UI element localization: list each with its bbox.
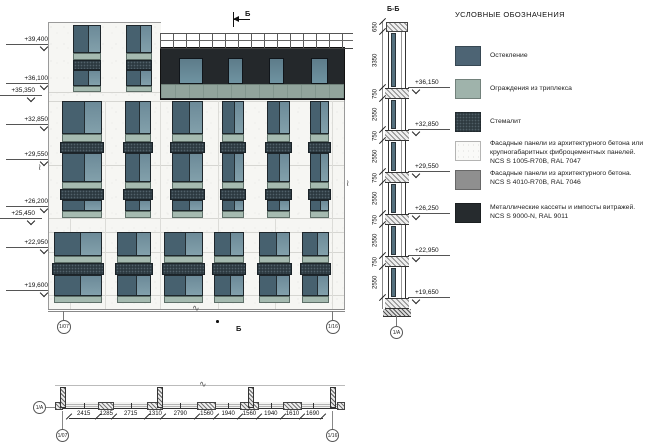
glazing-panel <box>303 233 318 255</box>
section-glazing <box>391 100 396 129</box>
triplex-strip <box>62 211 102 218</box>
triplex-strip <box>267 134 290 142</box>
axis-label: 1/07 <box>59 324 69 330</box>
break-mark: ∿ <box>192 303 200 313</box>
window-pane <box>190 201 202 210</box>
window-module <box>222 101 244 134</box>
window-pane <box>85 102 101 133</box>
glazing-panel <box>127 71 141 85</box>
window-pane <box>85 154 101 181</box>
dimension-value: 1560 <box>242 410 257 417</box>
window-module <box>310 153 329 182</box>
glazing-panel <box>74 71 89 85</box>
section-cut-label: Б <box>245 9 251 18</box>
glazing-panel <box>223 102 235 133</box>
section-dimension: 750 <box>372 214 379 225</box>
floor-slab <box>385 256 409 267</box>
window-module <box>117 232 151 256</box>
stemalit-spandrel <box>123 142 153 153</box>
penthouse-triplex-strip <box>161 84 344 98</box>
window-module <box>214 275 244 296</box>
stemalit-spandrel <box>123 189 153 200</box>
level-mark <box>408 121 450 130</box>
axis-bubble <box>57 320 71 334</box>
section-dimension: 750 <box>372 256 379 267</box>
triplex-strip <box>222 134 244 142</box>
triplex-strip <box>214 256 244 263</box>
stemalit-spandrel <box>220 189 246 200</box>
plan-column <box>157 387 163 408</box>
level-value: +22,950 <box>6 239 55 248</box>
window-module <box>164 275 203 296</box>
glazing-panel <box>126 201 140 210</box>
stemalit-spandrel <box>115 263 153 275</box>
stemalit-spandrel <box>52 263 104 275</box>
axis-label: 1/07 <box>57 432 68 439</box>
triplex-strip <box>54 296 102 303</box>
window-module <box>172 101 203 134</box>
glazing-panel <box>268 154 280 181</box>
parapet-cap <box>386 22 408 32</box>
triplex-strip <box>172 211 203 218</box>
window-pane <box>231 276 243 295</box>
triplex-strip <box>172 182 203 189</box>
section-dimension: 2550 <box>372 149 379 164</box>
level-mark <box>408 79 450 88</box>
window-pane <box>190 154 202 181</box>
plan-strip <box>33 379 348 444</box>
glazing-panel <box>126 102 140 133</box>
stemalit-spandrel <box>265 189 292 200</box>
facade-edge <box>48 22 161 23</box>
plan-column <box>330 387 336 408</box>
window-module <box>125 200 151 211</box>
penthouse-window <box>179 58 203 84</box>
wall-pier <box>98 402 114 410</box>
dimension-value: 1690 <box>305 410 320 417</box>
plan-mullion <box>84 403 85 408</box>
stemalit-spandrel <box>126 60 152 70</box>
level-value: +29,550 <box>6 151 55 160</box>
glazing-panel <box>118 276 137 295</box>
section-glazing <box>391 268 396 297</box>
window-pane <box>321 154 328 181</box>
triplex-strip <box>125 211 151 218</box>
triplex-strip <box>267 211 290 218</box>
legend-item <box>455 46 647 70</box>
window-module <box>310 101 329 134</box>
triplex-strip <box>222 211 244 218</box>
window-pane <box>81 233 101 255</box>
window-module <box>172 153 203 182</box>
wall-pier <box>337 402 345 410</box>
panel-joint <box>48 218 345 219</box>
level-mark <box>408 163 450 172</box>
window-module <box>73 25 101 53</box>
section-dimension: 3350 <box>372 53 379 67</box>
panel-joint <box>105 101 106 309</box>
stemalit-spandrel <box>170 189 205 200</box>
section-dimension: 650 <box>372 21 379 32</box>
glazing-panel <box>126 154 140 181</box>
window-pane <box>318 276 328 295</box>
window-module <box>222 153 244 182</box>
window-module <box>222 200 244 211</box>
panel-joint <box>332 101 333 309</box>
stemalit-spandrel <box>308 142 331 153</box>
plan-column <box>60 387 66 408</box>
window-module <box>267 153 290 182</box>
window-module <box>54 275 102 296</box>
plan-mullion <box>271 403 272 408</box>
level-value: +26,200 <box>6 198 55 207</box>
section-glazing <box>391 226 396 255</box>
window-module <box>259 275 290 296</box>
level-value: +22,950 <box>408 247 450 256</box>
dimension-value: 1940 <box>221 410 235 417</box>
glazing-panel <box>215 233 231 255</box>
legend-swatch-metal <box>455 203 481 223</box>
window-pane <box>190 102 202 133</box>
axis-label: 1/16 <box>328 324 338 330</box>
section-dimension: 750 <box>372 88 379 99</box>
break-mark: ≀ <box>346 178 350 188</box>
facade-edge <box>48 22 49 310</box>
window-module <box>267 200 290 211</box>
axis-bubble <box>390 326 403 339</box>
glazing-panel <box>127 26 141 52</box>
level-value: +19,650 <box>408 289 450 298</box>
legend-item <box>455 141 647 171</box>
glazing-panel <box>63 154 85 181</box>
window-pane <box>277 233 289 255</box>
glazing-panel <box>260 233 277 255</box>
window-module <box>62 153 102 182</box>
floor-slab <box>385 130 409 141</box>
dimension-value: 2715 <box>124 410 138 417</box>
level-mark <box>408 289 450 298</box>
window-pane <box>141 71 151 85</box>
stemalit-spandrel <box>162 263 205 275</box>
triplex-strip <box>117 256 151 263</box>
dimension-value: 1285 <box>99 410 113 417</box>
axis-label: 1/16 <box>327 432 338 439</box>
stemalit-spandrel <box>73 60 101 70</box>
triplex-strip <box>222 182 244 189</box>
section-title: Б-Б <box>387 6 400 13</box>
stemalit-spandrel <box>300 263 331 275</box>
axis-label: 1/А <box>35 404 44 411</box>
window-pane <box>89 26 100 52</box>
axis-leader <box>63 311 64 320</box>
window-pane <box>186 233 202 255</box>
legend-title: УСЛОВНЫЕ ОБОЗНАЧЕНИЯ <box>455 10 565 19</box>
glazing-panel <box>268 102 280 133</box>
triplex-strip <box>172 134 203 142</box>
level-value: +36,150 <box>408 79 450 88</box>
glazing-panel <box>165 276 186 295</box>
window-pane <box>186 276 202 295</box>
legend-item-label: Фасадные панели из архитектурного бетона или крупногабаритных фиброцементных панелей. NCS S 1005-R70B, RAL 7047 <box>490 140 644 165</box>
level-value: +25,450 <box>0 210 42 219</box>
section-dimension: 2550 <box>372 191 379 206</box>
penthouse-block <box>160 47 345 100</box>
legend-item-label: Металлические кассеты и импосты витражей. NCS S 9000-N, RAL 9011 <box>490 204 636 220</box>
window-pane <box>321 102 328 133</box>
window-pane <box>137 233 150 255</box>
legend-swatch-stemalit <box>455 112 481 132</box>
window-module <box>54 232 102 256</box>
window-module <box>125 153 151 182</box>
floor-slab <box>385 214 409 225</box>
wall-pier <box>197 402 216 410</box>
window-module <box>73 70 101 86</box>
axis-leader <box>62 411 63 429</box>
axis-bubble <box>326 320 340 334</box>
triplex-strip <box>126 86 152 92</box>
section-glazing <box>391 142 396 171</box>
level-mark <box>408 205 450 214</box>
level-value: +35,350 <box>0 87 42 96</box>
axis-leader <box>332 411 333 429</box>
level-value: +39,400 <box>6 36 55 45</box>
legend-item-label: Ограждения из триплекса <box>490 85 572 92</box>
window-module <box>172 200 203 211</box>
triplex-strip <box>310 182 329 189</box>
window-module <box>164 232 203 256</box>
triplex-strip <box>73 86 101 92</box>
window-pane <box>235 201 243 210</box>
axis-leader <box>46 407 55 408</box>
section-cut-arrow-icon <box>233 16 239 22</box>
triplex-strip <box>62 182 102 189</box>
facade-edge <box>344 100 345 310</box>
triplex-strip <box>302 256 329 263</box>
window-pane <box>318 233 328 255</box>
triplex-strip <box>125 134 151 142</box>
stemalit-spandrel <box>60 189 104 200</box>
window-module <box>125 101 151 134</box>
triplex-strip <box>259 256 290 263</box>
dimension-value: 2790 <box>173 410 187 417</box>
glazing-panel <box>55 276 81 295</box>
axis-label: 1/А <box>392 329 401 336</box>
triplex-strip <box>310 211 329 218</box>
level-mark <box>0 87 42 96</box>
dimension-value: 1560 <box>200 410 214 417</box>
legend-swatch-triplex <box>455 79 481 99</box>
triplex-strip <box>310 134 329 142</box>
floor-slab <box>385 88 409 99</box>
window-module <box>62 101 102 134</box>
roof-railing <box>160 33 353 49</box>
window-pane <box>137 276 150 295</box>
triplex-strip <box>302 296 329 303</box>
penthouse-window <box>228 58 243 84</box>
glazing-panel <box>223 201 235 210</box>
section-dimension: 750 <box>372 172 379 183</box>
glazing-panel <box>311 102 321 133</box>
triplex-strip <box>164 296 203 303</box>
axis-bubble <box>56 429 69 442</box>
legend <box>455 8 647 238</box>
legend-item-label: Стемалит <box>490 118 522 125</box>
glazing-panel <box>63 102 85 133</box>
penthouse-window <box>311 58 328 84</box>
section-glazing <box>391 184 396 213</box>
plan-mullion <box>228 403 229 408</box>
triplex-strip <box>214 296 244 303</box>
window-pane <box>85 201 101 210</box>
level-value: +19,600 <box>6 282 55 291</box>
window-module <box>302 275 329 296</box>
window-pane <box>141 26 151 52</box>
plan-column <box>248 387 254 408</box>
window-pane <box>81 276 101 295</box>
glazing-panel <box>55 233 81 255</box>
window-module <box>214 232 244 256</box>
triplex-strip <box>259 296 290 303</box>
glazing-panel <box>173 154 190 181</box>
window-module <box>302 232 329 256</box>
window-pane <box>280 154 289 181</box>
floor-slab <box>385 298 409 309</box>
section-cut-label: Б <box>236 324 242 333</box>
section-dimension: 2550 <box>372 275 379 290</box>
legend-item <box>455 79 647 103</box>
window-pane <box>321 201 328 210</box>
section-cut-dot <box>216 320 219 323</box>
window-pane <box>235 154 243 181</box>
legend-item-label: Фасадные панели из архитектурного бетона. NCS S 4010-R70B, RAL 7046 <box>490 170 632 186</box>
level-value: +36,100 <box>6 75 55 84</box>
window-pane <box>280 102 289 133</box>
level-value: +26,250 <box>408 205 450 214</box>
window-module <box>267 101 290 134</box>
dimension-value: 1310 <box>148 410 162 417</box>
floor-slab <box>385 172 409 183</box>
triplex-strip <box>267 182 290 189</box>
plan-mullion <box>180 403 181 408</box>
window-module <box>126 25 152 53</box>
level-mark <box>0 210 42 219</box>
stemalit-spandrel <box>60 142 104 153</box>
triplex-strip <box>126 53 152 60</box>
section-dimension: 2550 <box>372 107 379 122</box>
section-view <box>372 8 450 344</box>
window-pane <box>235 102 243 133</box>
axis-leader <box>396 316 397 326</box>
window-pane <box>140 154 150 181</box>
level-mark <box>408 247 450 256</box>
glazing-panel <box>311 201 321 210</box>
triplex-strip <box>117 296 151 303</box>
window-pane <box>89 71 100 85</box>
legend-item-label: Остекление <box>490 52 528 59</box>
plan-mullion <box>313 403 314 408</box>
window-pane <box>277 276 289 295</box>
section-base <box>383 309 411 317</box>
window-pane <box>140 201 150 210</box>
glazing-panel <box>63 201 85 210</box>
break-mark: ∿ <box>199 379 207 389</box>
triplex-strip <box>73 53 101 60</box>
axis-bubble <box>326 429 339 442</box>
legend-swatch-panel-light <box>455 141 481 161</box>
triplex-strip <box>62 134 102 142</box>
window-pane <box>280 201 289 210</box>
break-mark: ≀ <box>38 162 42 172</box>
section-dimension: 2550 <box>372 233 379 248</box>
plan-mullion <box>131 403 132 408</box>
legend-swatch-glazing <box>455 46 481 66</box>
window-module <box>126 70 152 86</box>
level-value: +29,550 <box>408 163 450 172</box>
window-pane <box>140 102 150 133</box>
glazing-panel <box>311 154 321 181</box>
stemalit-spandrel <box>308 189 331 200</box>
stemalit-spandrel <box>265 142 292 153</box>
stemalit-spandrel <box>212 263 246 275</box>
legend-item <box>455 170 647 196</box>
legend-item <box>455 112 647 136</box>
legend-item <box>455 203 647 229</box>
dimension-value: 2415 <box>77 410 91 417</box>
panel-joint <box>160 101 161 309</box>
window-module <box>259 232 290 256</box>
glazing-panel <box>260 276 277 295</box>
railing-midrail <box>160 40 353 41</box>
triplex-strip <box>125 182 151 189</box>
glazing-panel <box>74 26 89 52</box>
stemalit-spandrel <box>220 142 246 153</box>
stemalit-spandrel <box>170 142 205 153</box>
glazing-panel <box>303 276 318 295</box>
legend-swatch-panel-gray <box>455 170 481 190</box>
window-module <box>117 275 151 296</box>
dimension-value: 1940 <box>264 410 278 417</box>
window-module <box>62 200 102 211</box>
dimension-value: 1610 <box>285 410 300 417</box>
glazing-panel <box>118 233 137 255</box>
glazing-panel <box>173 201 190 210</box>
axis-bubble <box>33 401 46 414</box>
axis-leader <box>332 311 333 320</box>
wall-pier <box>283 402 303 410</box>
triplex-strip <box>54 256 102 263</box>
window-module <box>310 200 329 211</box>
glazing-panel <box>268 201 280 210</box>
glazing-panel <box>173 102 190 133</box>
dim-line <box>69 418 323 419</box>
panel-joint <box>48 92 161 93</box>
level-value: +32,850 <box>408 121 450 130</box>
stemalit-spandrel <box>257 263 292 275</box>
section-dimension: 750 <box>372 130 379 141</box>
section-glazing <box>391 33 396 87</box>
glazing-panel <box>215 276 231 295</box>
level-value: +32,850 <box>6 116 55 125</box>
window-pane <box>231 233 243 255</box>
glazing-panel <box>165 233 186 255</box>
triplex-strip <box>164 256 203 263</box>
glazing-panel <box>223 154 235 181</box>
penthouse-window <box>269 58 284 84</box>
